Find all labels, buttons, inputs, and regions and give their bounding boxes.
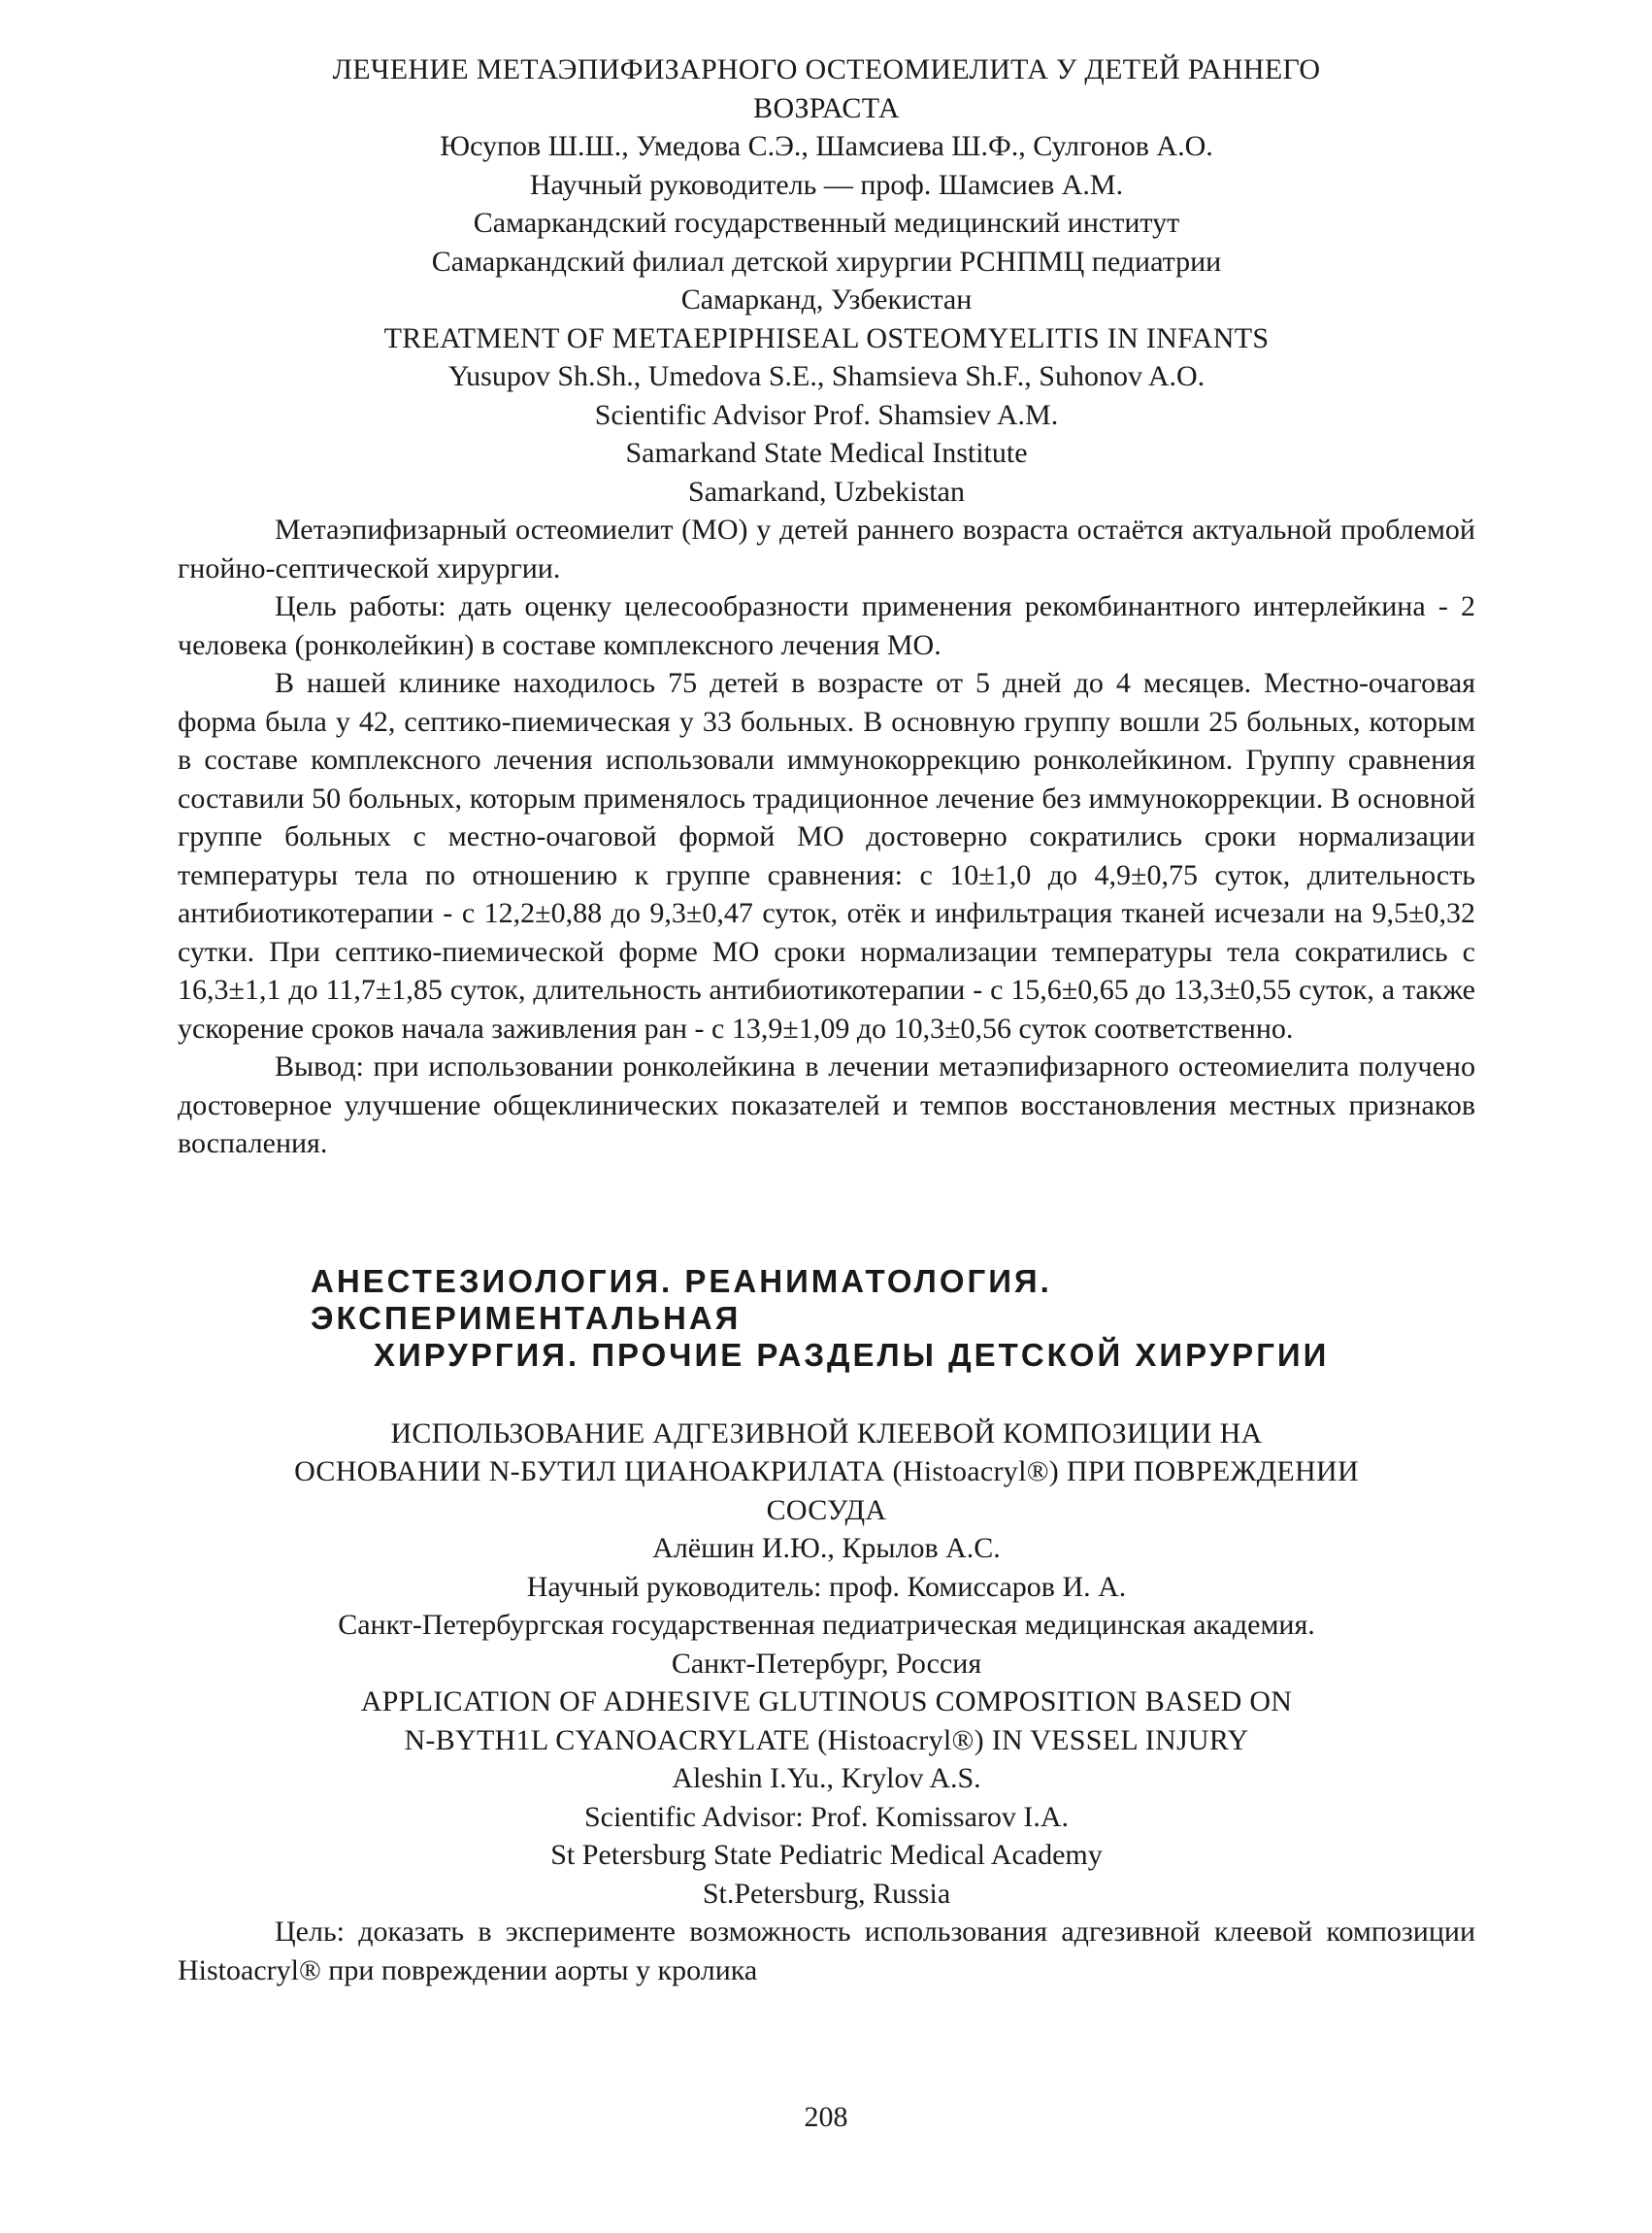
title-en-line-2: N-BYTH1L CYANOACRYLATE (Histoacryl®) IN VESSEL INJURY (404, 1723, 1249, 1756)
advisor-en: Scientific Advisor Prof. Shamsiev A.M. (594, 398, 1059, 431)
title-en-line-1: APPLICATION OF ADHESIVE GLUTINOUS COMPOSITION BASED ON (360, 1685, 1293, 1717)
branch-ru: Самаркандский филиал детской хирургии РСНПМЦ педиатрии (431, 245, 1222, 278)
institution-en: Samarkand State Medical Institute (625, 437, 1028, 469)
paragraph-conclusion: Вывод: при использовании ронколейкина в лечении метаэпифизарного остеомиелита получено достоверное улучшение общеклинических показателей и темпов восстановления местных признаков воспаления. (178, 1050, 1475, 1159)
title-ru-line-1: ИСПОЛЬЗОВАНИЕ АДГЕЗИВНОЙ КЛЕЕВОЙ КОМПОЗИЦИИ НА (390, 1416, 1263, 1450)
advisor-ru: Научный руководитель: проф. Комиссаров И. А. (526, 1570, 1127, 1603)
city-en: Samarkand, Uzbekistan (688, 475, 965, 508)
paragraph-intro: Метаэпифизарный остеомиелит (МО) у детей раннего возраста остаётся актуальной проблемой гнойно-септической хирургии. (178, 514, 1475, 584)
authors-ru: Юсупов Ш.Ш., Умедова С.Э., Шамсиева Ш.Ф., Сулгонов А.О. (440, 130, 1213, 162)
title-ru-line-1: ЛЕЧЕНИЕ МЕТАЭПИФИЗАРНОГО ОСТЕОМИЕЛИТА У ДЕТЕЙ РАННЕГО (332, 53, 1321, 85)
page-content (178, 50, 1475, 1989)
advisor-ru: Научный руководитель — проф. Шамсиев А.М. (529, 168, 1124, 201)
section-heading-line-1: АНЕСТЕЗИОЛОГИЯ. РЕАНИМАТОЛОГИЯ. ЭКСПЕРИМЕНТАЛЬНАЯ (311, 1262, 1052, 1336)
paragraph-aim: Цель: доказать в эксперименте возможность использования адгезивной клеевой композиции Histoacryl® при повреждении аорты у кролика (178, 1916, 1475, 1986)
article-2 (178, 1415, 1475, 1990)
article-1-title-en: TREATMENT OF METAEPIPHISEAL OSTEOMYELITIS IN INFANTS (383, 321, 1270, 354)
section-heading (178, 1263, 1475, 1374)
authors-en: Aleshin I.Yu., Krylov A.S. (672, 1762, 981, 1794)
paragraph-methods-results: В нашей клинике находилось 75 детей в возрасте от 5 дней до 4 месяцев. Местно-очаговая форма была у 42, септико-пиемическая у 33 больных. В основную группу вошли 25 больных, которым в составе комплексного лечения использовали иммунокоррекцию ронколейкином. Группу сравнения составили 50 больных, которым применялось традиционное лечение без иммунокоррекции. В основной группе больных с местно-очаговой формой МО достоверно сократились сроки нормализации температуры тела по отношению к группе сравнения: с 10±1,0 до 4,9±0,75 суток, длительность антибиотикотерапии - с 12,2±0,88 до 9,3±0,47 суток, отёк и инфильтрация тканей исчезали на 9,5±0,32 сутки. При септико-пиемической форме МО сроки нормализации температуры тела сократились с 16,3±1,1 до 11,7±1,85 суток, длительность антибиотикотерапии - с 15,6±0,65 до 13,3±0,55 суток, а также ускорение сроков начала заживления ран - с 13,9±1,09 до 10,3±0,56 суток соответственно. (178, 667, 1475, 1045)
city-en: St.Petersburg, Russia (702, 1877, 951, 1910)
section-heading-line-2: ХИРУРГИЯ. ПРОЧИЕ РАЗДЕЛЫ ДЕТСКОЙ ХИРУРГИИ (374, 1336, 1330, 1373)
article-1 (178, 50, 1475, 1163)
title-ru-line-2: ОСНОВАНИИ N-БУТИЛ ЦИАНОАКРИЛАТА (Histoacryl®) ПРИ ПОВРЕЖДЕНИИ (294, 1455, 1359, 1487)
paragraph-aim: Цель работы: дать оценку целесообразности применения рекомбинантного интерлейкина - 2 человека (ронколейкин) в составе комплексного лечения МО. (178, 590, 1475, 661)
title-ru-line-2: ВОЗРАСТА (753, 91, 900, 124)
institution-en: St Petersburg State Pediatric Medical Academy (550, 1839, 1103, 1871)
city-ru: Самарканд, Узбекистан (680, 283, 973, 316)
advisor-en: Scientific Advisor: Prof. Komissarov I.A. (583, 1800, 1070, 1833)
city-ru: Санкт-Петербург, Россия (671, 1647, 982, 1680)
article-2-title-ru (178, 1415, 1475, 1530)
title-ru-line-3: СОСУДА (766, 1493, 887, 1526)
authors-ru: Алёшин И.Ю., Крылов А.С. (652, 1532, 1001, 1564)
page-number: 208 (804, 2101, 848, 2133)
article-2-title-en (178, 1683, 1475, 1759)
spacer (178, 1374, 1475, 1415)
article-1-title-ru (178, 50, 1475, 127)
institution-ru: Санкт-Петербургская государственная педиатрическая медицинская академия. (338, 1609, 1315, 1641)
institution-ru: Самаркандский государственный медицинский институт (473, 207, 1180, 239)
authors-en: Yusupov Sh.Sh., Umedova S.E., Shamsieva Sh.F., Suhonov A.O. (447, 360, 1206, 392)
